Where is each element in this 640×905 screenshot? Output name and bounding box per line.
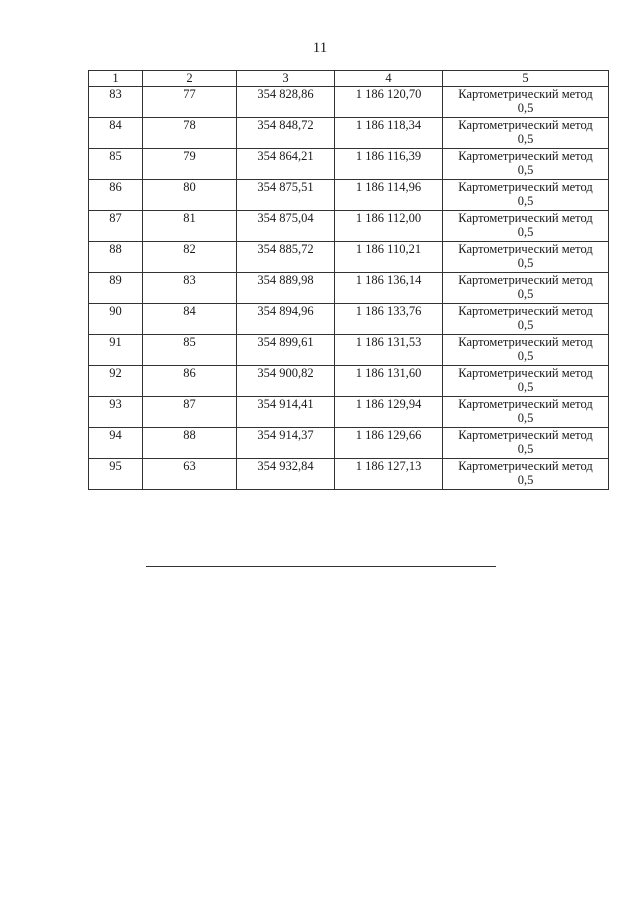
accuracy-text: 0,5 bbox=[517, 380, 534, 394]
table-cell-c5 bbox=[443, 211, 609, 242]
method-text: Картометрический метод bbox=[458, 335, 593, 349]
accuracy-text: 0,5 bbox=[517, 473, 534, 487]
table-cell-c4: 1 186 133,76 bbox=[335, 304, 443, 335]
accuracy-text: 0,5 bbox=[517, 101, 534, 115]
table-cell-c3: 354 848,72 bbox=[237, 118, 335, 149]
table-cell-c2: 77 bbox=[143, 87, 237, 118]
accuracy-text: 0,5 bbox=[517, 225, 534, 239]
table-cell-c3: 354 894,96 bbox=[237, 304, 335, 335]
table-cell-c4: 1 186 112,00 bbox=[335, 211, 443, 242]
table-cell-c2: 82 bbox=[143, 242, 237, 273]
table-cell-c2: 78 bbox=[143, 118, 237, 149]
table-cell-c2: 84 bbox=[143, 304, 237, 335]
table-cell-c4: 1 186 131,53 bbox=[335, 335, 443, 366]
table-cell-c5 bbox=[443, 366, 609, 397]
table-cell-c3: 354 875,04 bbox=[237, 211, 335, 242]
table-cell-c3: 354 889,98 bbox=[237, 273, 335, 304]
column-header: 2 bbox=[143, 71, 237, 87]
accuracy-text: 0,5 bbox=[517, 163, 534, 177]
table-cell-c3: 354 900,82 bbox=[237, 366, 335, 397]
end-divider-line bbox=[146, 566, 496, 567]
method-text: Картометрический метод bbox=[458, 242, 593, 256]
table-cell-c1: 94 bbox=[89, 428, 143, 459]
table-row bbox=[89, 211, 609, 242]
table-cell-c1: 85 bbox=[89, 149, 143, 180]
table-cell-c3: 354 864,21 bbox=[237, 149, 335, 180]
method-text: Картометрический метод bbox=[458, 273, 593, 287]
table-cell-c5 bbox=[443, 180, 609, 211]
accuracy-text: 0,5 bbox=[517, 411, 534, 425]
table-cell-c3: 354 914,41 bbox=[237, 397, 335, 428]
accuracy-text: 0,5 bbox=[517, 194, 534, 208]
table-cell-c3: 354 914,37 bbox=[237, 428, 335, 459]
table-cell-c1: 91 bbox=[89, 335, 143, 366]
table-row bbox=[89, 242, 609, 273]
table-cell-c5 bbox=[443, 87, 609, 118]
table-cell-c1: 89 bbox=[89, 273, 143, 304]
accuracy-text: 0,5 bbox=[517, 132, 534, 146]
table-cell-c2: 79 bbox=[143, 149, 237, 180]
accuracy-text: 0,5 bbox=[517, 287, 534, 301]
table-cell-c1: 86 bbox=[89, 180, 143, 211]
table-cell-c5 bbox=[443, 304, 609, 335]
table-cell-c2: 86 bbox=[143, 366, 237, 397]
column-header: 5 bbox=[443, 71, 609, 87]
table-cell-c5 bbox=[443, 118, 609, 149]
method-text: Картометрический метод bbox=[458, 180, 593, 194]
table-cell-c1: 93 bbox=[89, 397, 143, 428]
column-header: 1 bbox=[89, 71, 143, 87]
table-cell-c3: 354 932,84 bbox=[237, 459, 335, 490]
table-cell-c2: 83 bbox=[143, 273, 237, 304]
table-cell-c4: 1 186 116,39 bbox=[335, 149, 443, 180]
table-row bbox=[89, 118, 609, 149]
table-cell-c1: 90 bbox=[89, 304, 143, 335]
table-cell-c4: 1 186 118,34 bbox=[335, 118, 443, 149]
table-cell-c4: 1 186 136,14 bbox=[335, 273, 443, 304]
table-cell-c1: 87 bbox=[89, 211, 143, 242]
method-text: Картометрический метод bbox=[458, 87, 593, 101]
table-cell-c1: 84 bbox=[89, 118, 143, 149]
table-cell-c2: 88 bbox=[143, 428, 237, 459]
page-number: 11 bbox=[312, 40, 328, 56]
table-cell-c3: 354 828,86 bbox=[237, 87, 335, 118]
table-cell-c4: 1 186 131,60 bbox=[335, 366, 443, 397]
column-header: 3 bbox=[237, 71, 335, 87]
table-cell-c2: 81 bbox=[143, 211, 237, 242]
table-row bbox=[89, 428, 609, 459]
method-text: Картометрический метод bbox=[458, 366, 593, 380]
accuracy-text: 0,5 bbox=[517, 349, 534, 363]
coordinates-table bbox=[88, 70, 609, 490]
table-cell-c5 bbox=[443, 335, 609, 366]
table-cell-c2: 63 bbox=[143, 459, 237, 490]
table-cell-c4: 1 186 129,94 bbox=[335, 397, 443, 428]
table-header-row bbox=[89, 71, 609, 87]
method-text: Картометрический метод bbox=[458, 459, 593, 473]
table-cell-c5 bbox=[443, 459, 609, 490]
table-cell-c2: 85 bbox=[143, 335, 237, 366]
table-cell-c2: 87 bbox=[143, 397, 237, 428]
method-text: Картометрический метод bbox=[458, 397, 593, 411]
table-cell-c1: 92 bbox=[89, 366, 143, 397]
accuracy-text: 0,5 bbox=[517, 256, 534, 270]
table-cell-c1: 95 bbox=[89, 459, 143, 490]
column-header: 4 bbox=[335, 71, 443, 87]
table-body bbox=[89, 87, 609, 490]
method-text: Картометрический метод bbox=[458, 211, 593, 225]
table-cell-c5 bbox=[443, 242, 609, 273]
table-cell-c4: 1 186 129,66 bbox=[335, 428, 443, 459]
method-text: Картометрический метод bbox=[458, 428, 593, 442]
table-cell-c4: 1 186 110,21 bbox=[335, 242, 443, 273]
table-row bbox=[89, 87, 609, 118]
table-cell-c1: 88 bbox=[89, 242, 143, 273]
method-text: Картометрический метод bbox=[458, 149, 593, 163]
accuracy-text: 0,5 bbox=[517, 442, 534, 456]
table-row bbox=[89, 304, 609, 335]
table-cell-c3: 354 885,72 bbox=[237, 242, 335, 273]
table-cell-c4: 1 186 127,13 bbox=[335, 459, 443, 490]
table-row bbox=[89, 149, 609, 180]
table-row bbox=[89, 335, 609, 366]
method-text: Картометрический метод bbox=[458, 118, 593, 132]
table-cell-c3: 354 899,61 bbox=[237, 335, 335, 366]
table-cell-c4: 1 186 114,96 bbox=[335, 180, 443, 211]
table-cell-c4: 1 186 120,70 bbox=[335, 87, 443, 118]
table-row bbox=[89, 459, 609, 490]
table-cell-c2: 80 bbox=[143, 180, 237, 211]
table-cell-c5 bbox=[443, 149, 609, 180]
table-row bbox=[89, 366, 609, 397]
method-text: Картометрический метод bbox=[458, 304, 593, 318]
accuracy-text: 0,5 bbox=[517, 318, 534, 332]
table-cell-c1: 83 bbox=[89, 87, 143, 118]
table-cell-c5 bbox=[443, 397, 609, 428]
table-row bbox=[89, 180, 609, 211]
table-row bbox=[89, 397, 609, 428]
table-cell-c3: 354 875,51 bbox=[237, 180, 335, 211]
table-cell-c5 bbox=[443, 273, 609, 304]
table-row bbox=[89, 273, 609, 304]
table-cell-c5 bbox=[443, 428, 609, 459]
